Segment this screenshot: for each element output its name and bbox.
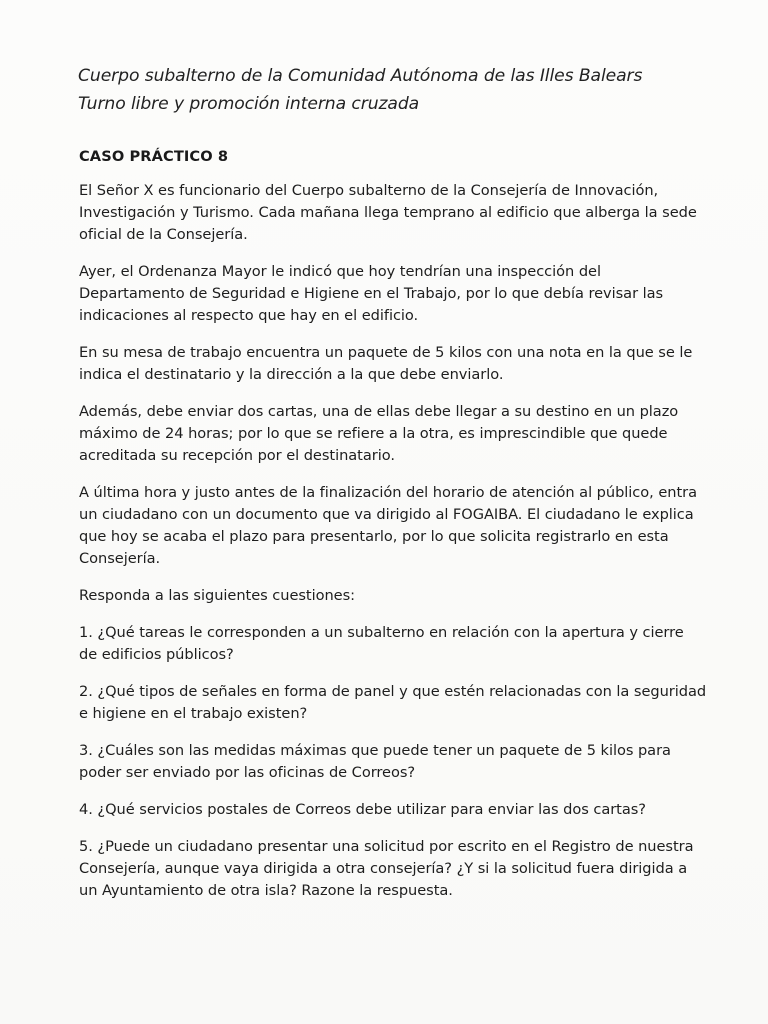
case-title: CASO PRÁCTICO 8 xyxy=(79,148,229,165)
text-line: Departamento de Seguridad e Higiene en el Trabajo, por lo que debía revisar las xyxy=(79,285,664,302)
text-line: A última hora y justo antes de la finalización del horario de atención al público, entra xyxy=(79,484,697,501)
body-paragraph xyxy=(79,342,719,386)
question-paragraph xyxy=(79,622,719,666)
text-line: Consejería, aunque vaya dirigida a otra consejería? ¿Y si la solicitud fuera dirigida a xyxy=(79,860,688,877)
text-line: e higiene en el trabajo existen? xyxy=(79,705,308,722)
body-paragraph xyxy=(79,180,719,246)
document-body xyxy=(79,180,719,917)
text-line: indica el destinatario y la dirección a la que debe enviarlo. xyxy=(79,366,504,383)
text-line: acreditada su recepción por el destinatario. xyxy=(79,447,395,464)
text-line: El Señor X es funcionario del Cuerpo subalterno de la Consejería de Innovación, xyxy=(79,182,659,199)
text-line: Responda a las siguientes cuestiones: xyxy=(79,587,356,604)
text-line: un ciudadano con un documento que va dirigido al FOGAIBA. El ciudadano le explica xyxy=(79,506,694,523)
text-line: 1. ¿Qué tareas le corresponden a un subalterno en relación con la apertura y cierre xyxy=(79,624,684,641)
text-line: de edificios públicos? xyxy=(79,646,234,663)
text-line: 3. ¿Cuáles son las medidas máximas que puede tener un paquete de 5 kilos para xyxy=(79,742,671,759)
text-line: 4. ¿Qué servicios postales de Correos debe utilizar para enviar las dos cartas? xyxy=(79,801,646,818)
body-paragraph xyxy=(79,585,719,607)
text-line: indicaciones al respecto que hay en el edificio. xyxy=(79,307,419,324)
question-paragraph xyxy=(79,799,719,821)
question-paragraph xyxy=(79,681,719,725)
question-paragraph xyxy=(79,836,719,902)
text-line: Además, debe enviar dos cartas, una de ellas debe llegar a su destino en un plazo xyxy=(79,403,679,420)
text-line: En su mesa de trabajo encuentra un paquete de 5 kilos con una nota en la que se le xyxy=(79,344,693,361)
text-line: 5. ¿Puede un ciudadano presentar una solicitud por escrito en el Registro de nuestra xyxy=(79,838,694,855)
text-line: oficial de la Consejería. xyxy=(79,226,248,243)
question-paragraph xyxy=(79,740,719,784)
text-line: Investigación y Turismo. Cada mañana llega temprano al edificio que alberga la sede xyxy=(79,204,697,221)
text-line: poder ser enviado por las oficinas de Correos? xyxy=(79,764,416,781)
text-line: máximo de 24 horas; por lo que se refiere a la otra, es imprescindible que quede xyxy=(79,425,668,442)
document-header xyxy=(78,62,718,118)
body-paragraph xyxy=(79,261,719,327)
text-line: Consejería. xyxy=(79,550,161,567)
header-line-1: Cuerpo subalterno de la Comunidad Autónoma de las Illes Balears xyxy=(78,66,643,86)
text-line: que hoy se acaba el plazo para presentarlo, por lo que solicita registrarlo en esta xyxy=(79,528,669,545)
body-paragraph xyxy=(79,482,719,570)
text-line: un Ayuntamiento de otra isla? Razone la respuesta. xyxy=(79,882,453,899)
header-line-2: Turno libre y promoción interna cruzada xyxy=(78,94,420,114)
text-line: Ayer, el Ordenanza Mayor le indicó que hoy tendrían una inspección del xyxy=(79,263,601,280)
body-paragraph xyxy=(79,401,719,467)
text-line: 2. ¿Qué tipos de señales en forma de panel y que estén relacionadas con la seguridad xyxy=(79,683,707,700)
